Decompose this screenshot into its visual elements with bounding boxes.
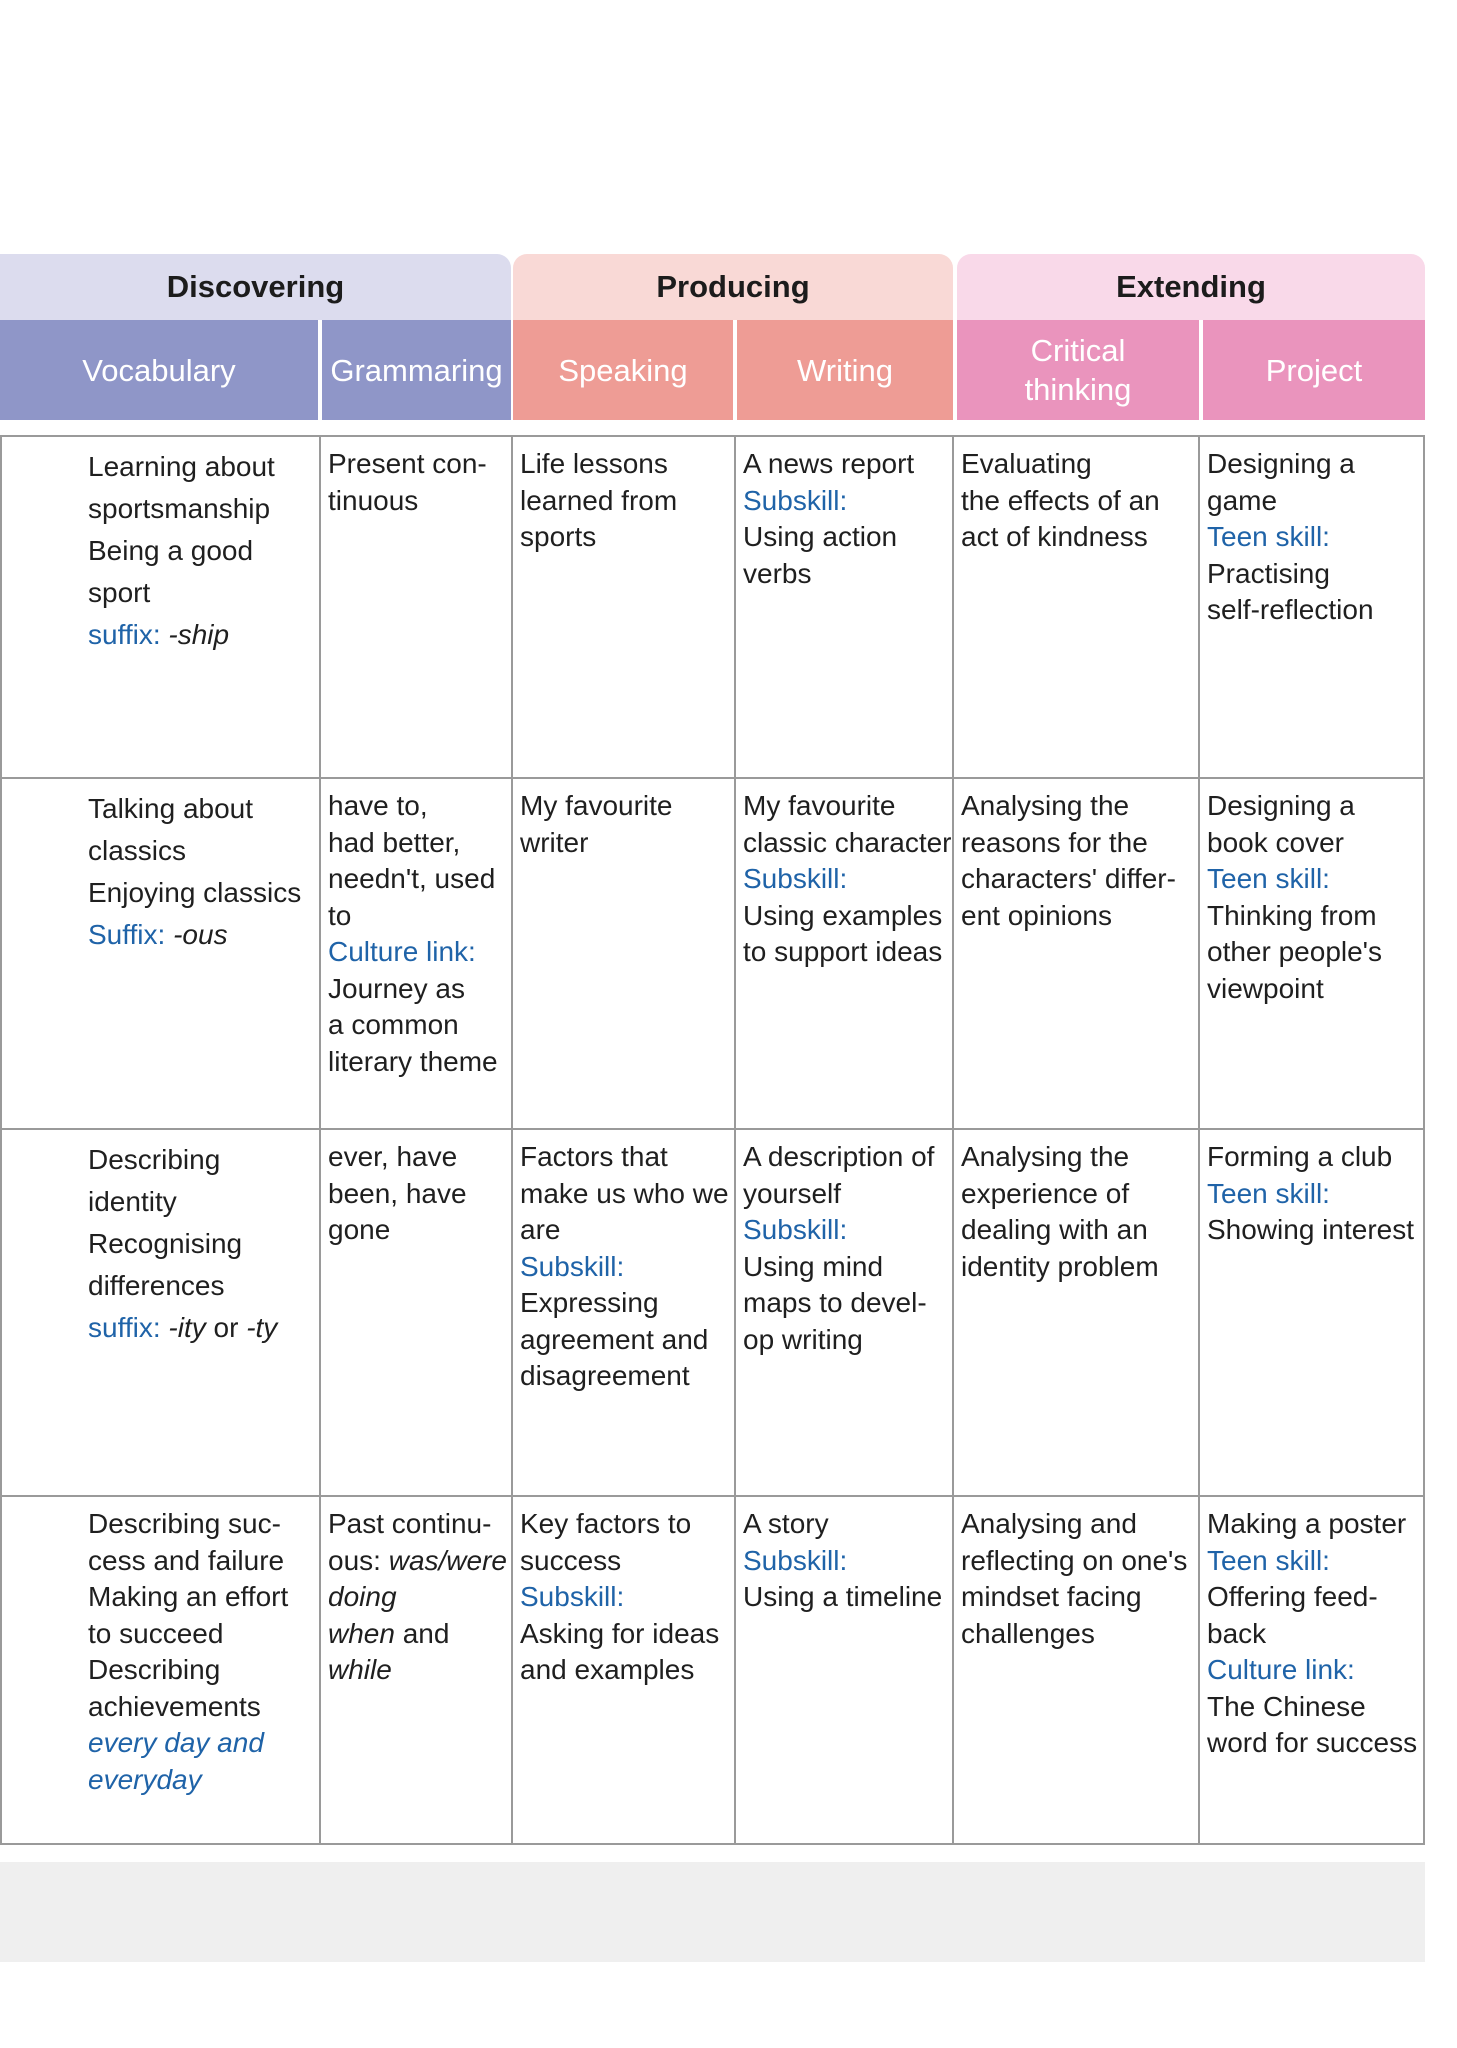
writing-line: A description of [743,1141,935,1172]
grammaring-line: was/were [388,1544,507,1576]
speaking-line: My favourite [520,790,673,821]
cell-vocabulary-row-4 [88,1506,288,1798]
critical-thinking-line: identity problem [961,1250,1159,1282]
header-extending-label: Extending [1116,269,1266,304]
cell-writing-row-2 [743,788,952,971]
grammaring-line: while [328,1654,392,1685]
column-divider [511,435,513,1845]
cell-grammaring-row-2 [328,788,498,1080]
vocab-topic: Enjoying classics [88,877,302,908]
project-line: viewpoint [1207,972,1324,1004]
teen-skill-label: Teen skill: [1207,863,1330,894]
vocab-topic: identity [88,1186,177,1217]
subskill-label: Subskill: [520,1250,625,1282]
header-producing [513,254,953,320]
vocab-topic: sport [88,577,151,608]
vocab-topic: to succeed [88,1617,224,1649]
vocab-topic: Talking about [88,793,254,824]
grammaring-line: to [328,899,352,931]
header-extending [957,254,1425,320]
grammaring-line: had better, [328,826,461,858]
speaking-line: Factors that [520,1141,668,1172]
cell-project-row-1 [1207,446,1374,629]
grammaring-line: have to, [328,790,428,821]
suffix-value: -ous [173,919,228,950]
writing-line: A story [743,1508,829,1539]
cell-critical-thinking-row-1 [961,446,1160,556]
vocab-topic: Describing [88,1654,221,1685]
writing-line: to support ideas [743,936,943,967]
vocab-topic: Being a good [88,535,254,566]
column-header-project: Project [1203,320,1425,420]
critical-thinking-line: experience of [961,1177,1130,1209]
grammaring-line: and [402,1617,450,1649]
writing-line: maps to devel- [743,1287,927,1318]
speaking-line: Life lessons [520,448,668,479]
header-discovering-label: Discovering [166,269,345,304]
vocab-topic: classics [88,835,187,866]
suffix-value: -ity [168,1312,206,1343]
speaking-line: Asking for ideas [520,1617,720,1649]
vocab-topic: Recognising [88,1228,243,1259]
writing-line: verbs [743,557,812,589]
teen-skill-label: Teen skill: [1207,1177,1330,1209]
grammaring-line: tinuous [328,484,419,516]
cell-grammaring-row-3 [328,1139,467,1249]
row-divider [0,1495,1425,1497]
project-line: Designing a [1207,448,1355,479]
critical-thinking-line: reasons for the [961,826,1148,858]
writing-line: yourself [743,1177,842,1209]
grammaring-line: literary theme [328,1045,498,1077]
cell-critical-thinking-row-3 [961,1139,1159,1285]
grammaring-line: Past continu- [328,1508,492,1539]
cell-critical-thinking-row-4 [961,1506,1187,1652]
writing-line: Using action [743,521,898,552]
project-line: Practising [1207,557,1330,589]
suffix-value: -ship [168,619,230,650]
speaking-line: writer [520,826,589,858]
column-header-grammaring: Grammaring [322,320,511,420]
cell-critical-thinking-row-2 [961,788,1176,934]
speaking-line: make us who we [520,1177,729,1209]
cell-grammaring-row-4 [328,1506,507,1689]
critical-thinking-line: reflecting on one's [961,1544,1188,1576]
header-discovering [0,254,511,320]
critical-thinking-line: characters' differ- [961,863,1176,894]
column-divider [1198,435,1200,1845]
subskill-label: Subskill: [743,484,848,516]
grammaring-line: been, have [328,1177,467,1209]
cell-grammaring-row-1 [328,446,487,519]
cell-vocabulary-row-1 [88,446,275,656]
critical-thinking-line: challenges [961,1617,1095,1649]
writing-line: A news report [743,448,915,479]
suffix-or: or [213,1312,239,1343]
speaking-line: Key factors to [520,1508,692,1539]
critical-thinking-line: the effects of an [961,484,1160,516]
speaking-line: agreement and [520,1323,709,1355]
project-line: book cover [1207,826,1344,858]
subskill-label: Subskill: [743,1544,848,1576]
footer-bar [0,1862,1425,1962]
project-line: word for success [1207,1727,1418,1758]
grammaring-line: doing [328,1581,397,1612]
vocab-topic: Making an effort [88,1581,289,1612]
critical-thinking-line: Analysing the [961,790,1130,821]
cell-project-row-3 [1207,1139,1414,1249]
row-divider [0,777,1425,779]
critical-thinking-line: ent opinions [961,899,1113,931]
grammaring-line: Journey as [328,972,465,1004]
grammaring-line: ever, have [328,1141,458,1172]
header-producing-label: Producing [656,269,810,304]
speaking-line: Expressing [520,1287,659,1318]
project-line: The Chinese [1207,1690,1366,1722]
writing-line: Using a timeline [743,1581,943,1612]
column-divider [952,435,954,1845]
vocab-topic: cess and failure [88,1544,285,1576]
grammaring-line: a common [328,1009,459,1040]
grammaring-line: Present con- [328,448,487,479]
culture-link-label: Culture link: [1207,1654,1355,1685]
vocab-phrase: every day and [88,1727,264,1758]
suffix-label: suffix: [88,619,161,650]
vocab-topic: achievements [88,1690,261,1722]
speaking-line: disagreement [520,1360,690,1391]
cell-speaking-row-1 [520,446,677,556]
critical-thinking-line: dealing with an [961,1214,1148,1245]
vocab-phrase: everyday [88,1763,202,1795]
suffix-value: -ty [246,1312,278,1343]
grammaring-line: when [328,1617,395,1649]
critical-thinking-line: act of kindness [961,521,1148,552]
subskill-label: Subskill: [743,1214,848,1245]
writing-line: classic character [743,826,952,858]
cell-vocabulary-row-2 [88,788,301,956]
subskill-label: Subskill: [520,1581,625,1612]
cell-writing-row-3 [743,1139,934,1358]
critical-thinking-line: Evaluating [961,448,1092,479]
grammaring-line: ous: [328,1544,381,1576]
column-divider [734,435,736,1845]
speaking-line: learned from [520,484,678,516]
cell-writing-row-1 [743,446,914,592]
project-line: Offering feed- [1207,1581,1378,1612]
vocab-topic: Learning about [88,451,275,482]
vocab-topic: differences [88,1270,225,1301]
project-line: other people's [1207,936,1383,967]
project-line: Making a poster [1207,1508,1407,1539]
cell-project-row-4 [1207,1506,1417,1762]
writing-line: op writing [743,1323,863,1355]
speaking-line: and examples [520,1654,695,1685]
speaking-line: success [520,1544,622,1576]
row-divider [0,1128,1425,1130]
cell-project-row-2 [1207,788,1382,1007]
column-divider [319,435,321,1845]
culture-link-label: Culture link: [328,936,476,967]
cell-vocabulary-row-3 [88,1139,277,1349]
vocab-topic: Describing suc- [88,1508,281,1539]
project-line: game [1207,484,1278,516]
project-line: Forming a club [1207,1141,1393,1172]
suffix-label: Suffix: [88,919,166,950]
speaking-line: are [520,1214,561,1245]
column-header-speaking: Speaking [513,320,733,420]
column-header-writing: Writing [737,320,953,420]
subskill-label: Subskill: [743,863,848,894]
teen-skill-label: Teen skill: [1207,1544,1330,1576]
grammaring-line: needn't, used [328,863,496,894]
writing-line: Using mind [743,1250,884,1282]
grammaring-line: gone [328,1214,391,1245]
writing-line: My favourite [743,790,896,821]
project-line: self-reflection [1207,594,1374,625]
suffix-label: suffix: [88,1312,161,1343]
cell-speaking-row-2 [520,788,673,861]
critical-thinking-line: mindset facing [961,1581,1142,1612]
teen-skill-label: Teen skill: [1207,521,1330,552]
column-header-critical-thinking: Critical thinking [957,320,1199,420]
critical-thinking-line: Analysing the [961,1141,1130,1172]
vocab-topic: sportsmanship [88,493,271,524]
column-header-vocabulary: Vocabulary [0,320,318,420]
speaking-line: sports [520,521,597,552]
project-line: back [1207,1617,1267,1649]
writing-line: Using examples [743,899,943,931]
vocab-topic: Describing [88,1144,221,1175]
project-line: Designing a [1207,790,1355,821]
cell-speaking-row-3 [520,1139,729,1395]
critical-thinking-line: Analysing and [961,1508,1137,1539]
cell-writing-row-4 [743,1506,942,1616]
cell-speaking-row-4 [520,1506,719,1689]
project-line: Thinking from [1207,899,1377,931]
project-line: Showing interest [1207,1214,1415,1245]
